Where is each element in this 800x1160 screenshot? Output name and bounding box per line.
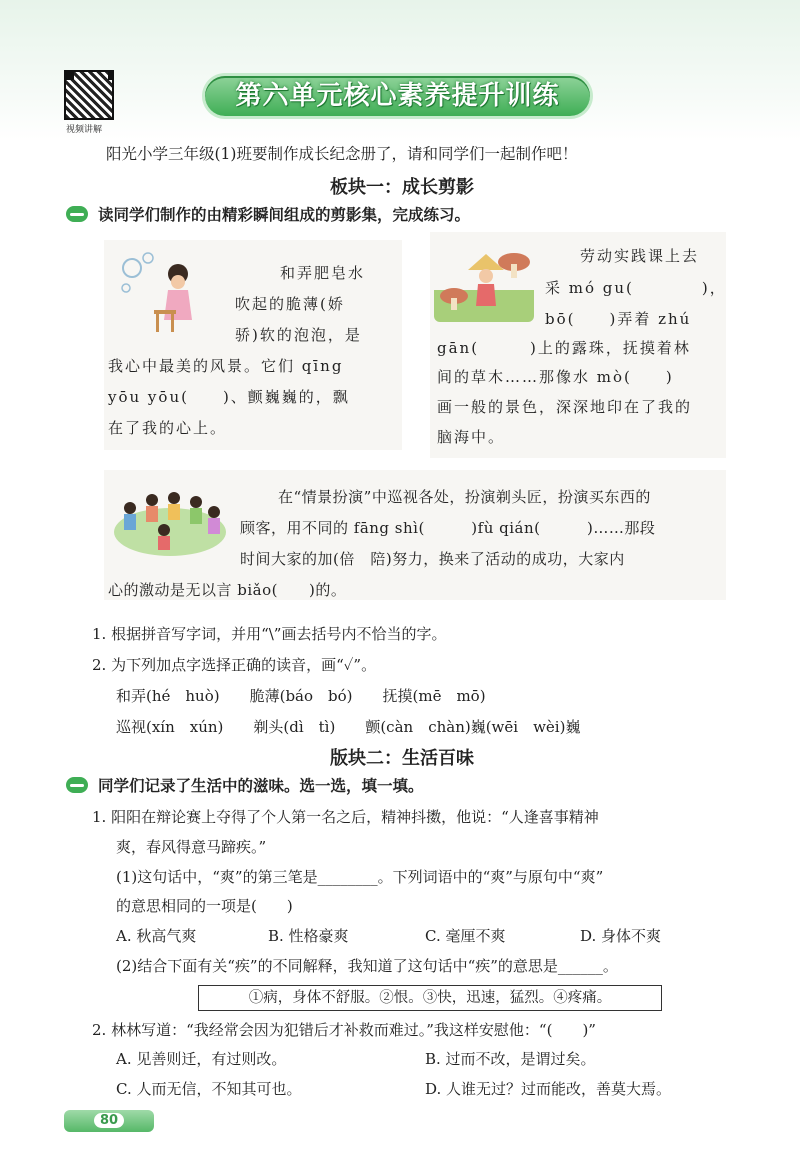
p2-line-1: 劳动实践课上去 xyxy=(580,247,700,265)
qr-label: 视频讲解 xyxy=(66,125,103,135)
p3-line-2: 顾客，用不同的 fāng shì( )fù qián( )……那段 xyxy=(240,519,656,537)
page-number: 80 xyxy=(94,1113,124,1128)
s2-q1-line-1: 1. 阳阳在辩论赛上夺得了个人第一名之后，精神抖擞，他说：“人逢喜事精神 xyxy=(92,808,599,826)
p3-line-3: 时间大家的加(倍 陪)努力，换来了活动的成功，大家内 xyxy=(240,550,625,568)
option-d[interactable]: D. 身体不爽 xyxy=(580,927,662,945)
s2-q2-line: 2. 林林写道：“我经常会因为犯错后才补救而难过。”我这样安慰他：“( )” xyxy=(92,1021,596,1039)
mushroom-picking-illustration-icon xyxy=(434,240,534,322)
section2-task-text: 同学们记录了生活中的滋味。选一选，填一填。 xyxy=(98,777,424,795)
q2-option-c[interactable]: C. 人而无信，不知其可也。 xyxy=(116,1080,302,1098)
task-icon xyxy=(66,206,88,222)
p1-line-2: 吹起的脆薄(娇 xyxy=(235,295,345,313)
role-play-illustration-icon xyxy=(110,478,230,560)
s1-q2-row-2: 巡视(xín xún) 剃头(dì tì) 颤(càn chàn)巍(wēi wèi)巍 xyxy=(116,718,581,736)
section2-task xyxy=(66,774,424,796)
p2-line-4: gān( )上的露珠，抚摸着林 xyxy=(437,339,691,357)
p2-line-2: 采 mó gu( )， xyxy=(545,279,727,297)
task-icon xyxy=(66,777,88,793)
p1-line-4: 我心中最美的风景。它们 qīng xyxy=(108,357,344,375)
option-a[interactable]: A. 秋高气爽 xyxy=(116,927,197,945)
p1-line-1: 和弄肥皂水 xyxy=(280,264,366,282)
page-number-badge xyxy=(64,1110,154,1132)
section2-title: 版块二：生活百味 xyxy=(330,748,474,769)
definition-box: ①病，身体不舒服。②恨。③快，迅速，猛烈。④疼痛。 xyxy=(198,985,662,1011)
section1-task xyxy=(66,203,470,225)
s2-q1-line-2: 爽，春风得意马蹄疾。” xyxy=(116,838,267,856)
q2-option-b[interactable]: B. 过而不改，是谓过矣。 xyxy=(425,1050,596,1068)
p2-line-3: bō( )弄着 zhú xyxy=(545,310,692,328)
p3-line-4: 心的激动是无以言 biǎo( )的。 xyxy=(108,581,347,599)
page-title: 第六单元核心素养提升训练 xyxy=(205,76,590,116)
q2-option-d[interactable]: D. 人谁无过？过而能改，善莫大焉。 xyxy=(425,1080,672,1098)
p2-line-5: 间的草木……那像水 mò( ) xyxy=(437,368,674,386)
p2-line-6: 画一般的景色，深深地印在了我的 xyxy=(437,398,693,416)
p3-line-1: 在“情景扮演”中巡视各处，扮演剃头匠，扮演买东西的 xyxy=(278,488,651,506)
s2-q1-sub2: (2)结合下面有关“疾”的不同解释，我知道了这句话中“疾”的意思是______。 xyxy=(116,957,618,975)
section1-task-text: 读同学们制作的由精彩瞬间组成的剪影集，完成练习。 xyxy=(98,206,471,224)
q2-option-a[interactable]: A. 见善则迁，有过则改。 xyxy=(116,1050,287,1068)
qr-code-icon[interactable] xyxy=(64,70,114,120)
header-band xyxy=(0,0,800,140)
s1-q2-row-1: 和弄(hé huò) 脆薄(báo bó) 抚摸(mē mō) xyxy=(116,687,486,705)
p1-line-6: 在了我的心上。 xyxy=(108,419,228,437)
girl-bubbles-illustration-icon xyxy=(118,248,216,336)
option-c[interactable]: C. 毫厘不爽 xyxy=(425,927,506,945)
s2-q1-sub1-b: 的意思相同的一项是( ) xyxy=(116,897,293,915)
p1-line-5: yōu yōu( )、颤巍巍的，飘 xyxy=(108,388,350,406)
s2-q1-sub1-a: (1)这句话中，“爽”的第三笔是________。下列词语中的“爽”与原句中“爽” xyxy=(116,868,604,886)
intro-text: 阳光小学三年级(1)班要制作成长纪念册了，请和同学们一起制作吧！ xyxy=(106,145,578,163)
p1-line-3: 骄)软的泡泡，是 xyxy=(235,326,362,344)
section1-title: 板块一：成长剪影 xyxy=(330,177,474,198)
s1-question-1: 1. 根据拼音写字词，并用“\”画去括号内不恰当的字。 xyxy=(92,625,447,643)
option-b[interactable]: B. 性格豪爽 xyxy=(268,927,349,945)
p2-line-7: 脑海中。 xyxy=(437,428,506,446)
s1-question-2: 2. 为下列加点字选择正确的读音，画“✓”。 xyxy=(92,656,377,674)
